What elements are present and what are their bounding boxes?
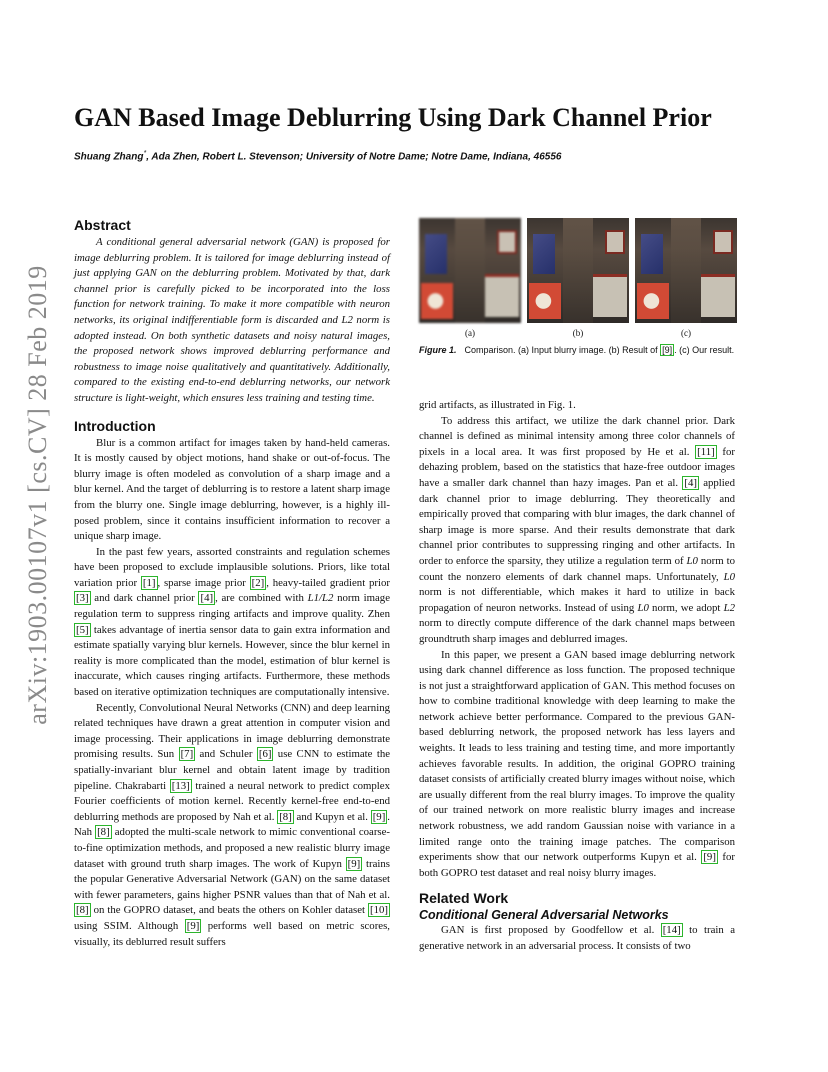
citation-link[interactable]: [3] — [76, 592, 89, 605]
citation-link[interactable]: [14] — [662, 924, 681, 937]
abstract-heading: Abstract — [74, 217, 131, 233]
math-l1-l2: L1/L2 — [307, 592, 334, 605]
citation-link[interactable]: [9] — [662, 345, 673, 355]
citation-link[interactable]: [8] — [76, 904, 89, 917]
intro-paragraph-4: grid artifacts, as illustrated in Fig. 1. — [419, 399, 576, 411]
citation-link[interactable]: [9] — [347, 857, 361, 870]
citation-link[interactable]: [9] — [703, 851, 716, 864]
left-column — [74, 216, 390, 950]
citation-link[interactable]: [4] — [684, 476, 697, 489]
citation-link[interactable]: [13] — [171, 779, 190, 792]
affiliation-mark: * — [143, 150, 147, 157]
related-work-paragraph-1: GAN is first proposed by Goodfellow et al. [14] to train a generative network in an adversarial process. It consists of two — [419, 924, 735, 952]
figure-panel-kupyn-result — [527, 218, 629, 323]
intro-paragraph-1: Blur is a common artifact for images taken by hand-held cameras. It is mostly caused by object motions, hand shake or out-of-focus. The blurry image is often modeled as convolution of a sharp image and a blur kernel. And the target of deblurring is to restore a latent sharp image from the blurry one. Single image deblurring, however, is a highly ill-posed problem, since it contains insufficient information to recover a unique sharp image. — [74, 436, 390, 543]
citation-link[interactable]: [2] — [251, 576, 265, 589]
paper-title: GAN Based Image Deblurring Using Dark Channel Prior — [74, 103, 712, 132]
intro-paragraph-5: To address this artifact, we utilize the dark channel prior. Dark channel is defined as minimal intensity among three color channels of pixels in a local area. It was first proposed by He et al. [11] for dehazing problem, based on the statistics that haze-free outdoor images have a smaller dark channel than hazy images. Pan et al. [4] applied dark channel prior to image deblurring. They theoretically and empirically proved that comparing with blur images, the dark channel of sharp image is more sparse. And their results demonstrate that dark channel prior contributes to suppressing ringing and other artifacts. In order to enforce the sparsity, they utilize a regulation term of L0 norm to count the nonzero elements of dark channel maps. Unfortunately, L0 norm is not differentiable, which makes it hard to utilize in back propagation of neuron networks. Instead of using L0 norm, we adopt L2 norm to directly compute difference of the dark channel maps between groundtruth sharp images and deblurred images. — [419, 414, 735, 645]
first-author: Shuang Zhang — [74, 151, 144, 163]
citation-link[interactable]: [11] — [697, 445, 715, 458]
citation-link[interactable]: [5] — [76, 623, 89, 636]
right-column — [419, 398, 735, 955]
cgan-subheading: Conditional General Adversarial Networks — [419, 908, 669, 923]
citation-link[interactable]: [7] — [180, 748, 194, 761]
figure-caption-label: Figure 1. — [419, 345, 457, 355]
author-line — [74, 146, 754, 165]
citation-link[interactable]: [4] — [200, 592, 214, 605]
citation-link[interactable]: [9] — [372, 810, 386, 823]
figure-panel-our-result — [635, 218, 737, 323]
figure-1 — [419, 218, 737, 357]
citation-link[interactable]: [8] — [279, 810, 292, 823]
intro-paragraph-6: In this paper, we present a GAN based image deblurring network using dark channel difference as loss function. The proposed technique is not just a straightforward application of GAN. This method focuses on how to combine traditional knowledge with deep learning to make the network achieve better performance. Compared to the previous GAN-based deblurring network, the proposed network has less layers and weights. It leads to less training and testing time, and more importantly achieves favorable results. In addition, the original GOPRO training dataset consists of artificially created blurry images without noise, which are usually different from the real blurry images. To improve the quality of our trained network on more realistic blurry images and increase network robustness, we add random Gaussian noise with variance in a limited range onto the training image patches. The comparison experiments show that our network outperforms Kupyn et al. [9] for both GOPRO test dataset and real noisy blurry images. — [419, 648, 735, 879]
figure-caption: Figure 1. Comparison. (a) Input blurry image. (b) Result of [9] . (c) Our result. — [419, 345, 735, 355]
panel-label-a: (a) — [465, 328, 475, 338]
citation-link[interactable]: [1] — [142, 576, 156, 589]
author-affiliation: , Ada Zhen, Robert L. Stevenson; University of Notre Dame; Notre Dame, Indiana, 46556 — [146, 151, 562, 163]
citation-link[interactable]: [9] — [186, 919, 200, 932]
abstract-text: A conditional general adversarial network (GAN) is proposed for image deblurring problem. It is tailored for image deblurring instead of just applying GAN on the deblurring problem. Motivated by that, dark channel prior is carefully picked to be incorporated into the loss function for network training. To make it more compatible with neuron networks, its original indifferentiable form is discarded and L2 norm is adopted instead. On both synthetic datasets and noisy natural images, the proposed network shows improved deblurring performance and robustness to image noise qualitatively and quantitatively. Additionally, compared to the existing end-to-end deblurring networks, our network structure is light-weight, which ensures less training and testing time. — [74, 236, 390, 404]
panel-label-b: (b) — [572, 328, 584, 338]
citation-link[interactable]: [8] — [97, 826, 110, 839]
citation-link[interactable]: [10] — [370, 904, 388, 917]
related-work-heading: Related Work — [419, 890, 509, 907]
figure-panels — [419, 218, 737, 323]
introduction-heading: Introduction — [74, 417, 156, 434]
figure-panel-input-blurry — [419, 218, 521, 323]
citation-link[interactable]: [6] — [258, 748, 272, 761]
arxiv-identifier-text: arXiv:1903.00107v1 [cs.CV] 28 Feb 2019 — [23, 265, 53, 725]
panel-label-c: (c) — [681, 328, 691, 338]
intro-paragraph-3: Recently, Convolutional Neural Networks (CNN) and deep learning related techniques have drawn a great attention in computer vision and image processing. Their applications in image deblurring demonstrate promising results. Sun [7] and Schuler [6] use CNN to estimate the spatially-invariant blur kernel and obtain latent image by tradition pipeline. Chakrabarti [13] trained a neural network to predict complex Fourier coefficients of motion kernel. Recently kernel-free end-to-end deblurring methods are proposed by Nah et al. [8] and Kupyn et al. [9] . Nah [8] adopted the multi-scale network to mimic conventional coarse-to-fine optimization methods, and proposed a new realistic blurry image dataset with ground truth sharp images. The work of Kupyn [9] trains the popular Generative Adversarial Network (GAN) on the same dataset with fewer parameters, gains higher PSNR values than that of Nah et al. [8] on the GOPRO dataset, and beats the others on Kohler dataset [10] using SSIM. Although [9] performs well based on metric scores, visually, its deblurred result suffers — [74, 701, 391, 948]
arxiv-identifier-stamp — [16, 265, 60, 725]
intro-paragraph-2: In the past few years, assorted constraints and regulation schemes have been proposed to exclude implausible solutions. Priors, like total variation prior [1] , sparse image prior [2] , heavy-tailed gradient prior [3] and dark channel prior [4] , are combined with L1/L2 norm image regulation term to suppress ringing artifacts and improve quality. Zhen [5] takes advantage of inertia sensor data to gain extra information and estimate spatially varying blur kernels. However, since the blur kernel in reality is more complicated than the model, estimation of blur kernel is inaccurate, which causes ringing artifacts. Furthermore, these methods based on iterative optimization techniques are computationally intensive. — [74, 545, 390, 699]
figure-panel-labels — [419, 328, 737, 338]
